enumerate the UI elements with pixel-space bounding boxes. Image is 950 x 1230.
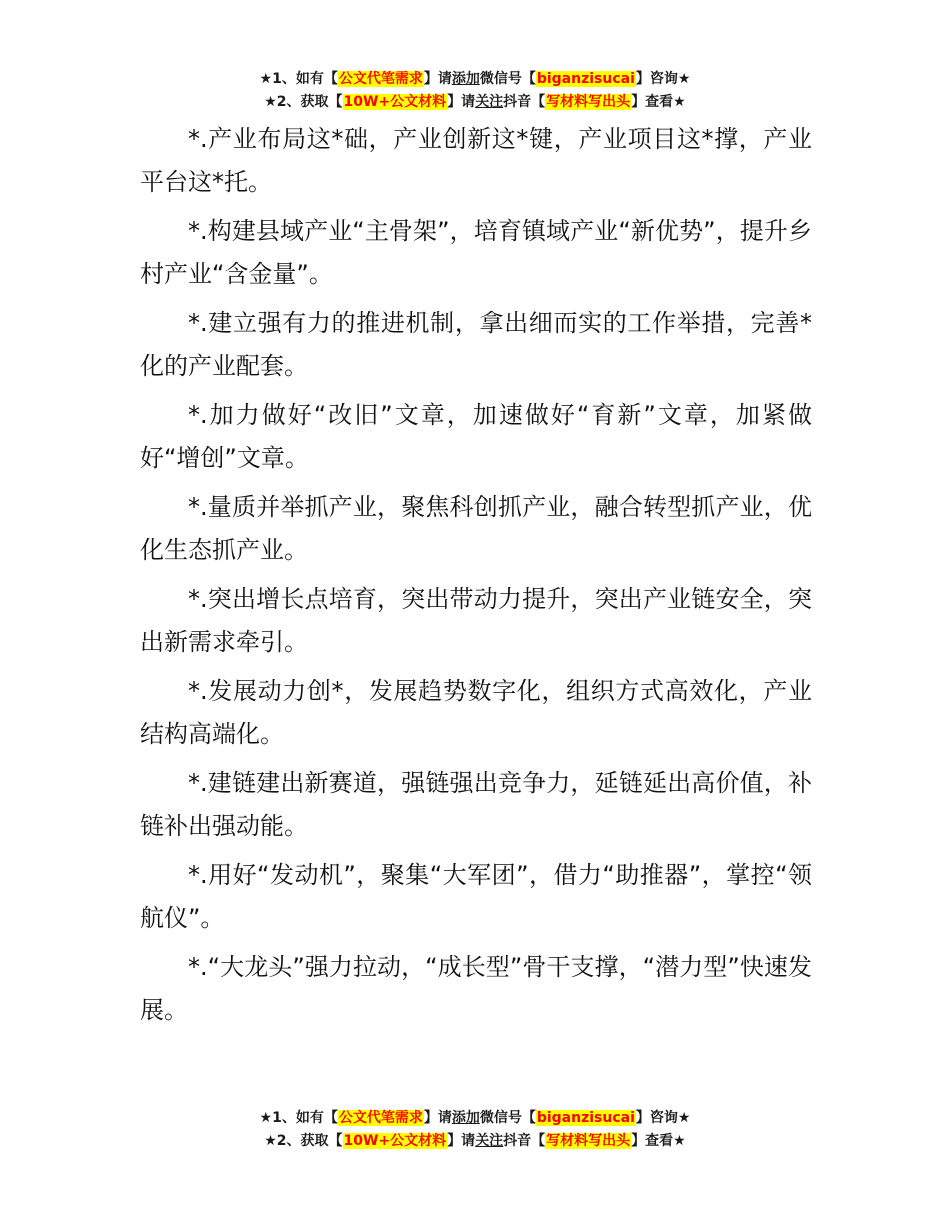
header-line-1-text-c: 微信号【 [479,71,536,87]
header-line-2-text-a: ★2、获取【 [264,94,343,110]
body-paragraph: *.建立强有力的推进机制，拿出细而实的工作举措，完善*化的产业配套。 [140,309,812,380]
header-underlined-follow: 关注 [475,94,504,110]
footer-highlight-service: 公文代笔需求 [338,1110,423,1126]
header-highlight-service: 公文代笔需求 [338,71,423,87]
footer-underlined-follow: 关注 [475,1133,504,1149]
header-highlight-materials: 10W+公文材料 [343,94,447,110]
footer-line-1-text-a: ★1、如有【 [259,1110,338,1126]
footer-line-2-text-a: ★2、获取【 [264,1133,343,1149]
footer-banner [0,1107,950,1153]
header-line-2 [0,91,950,114]
header-banner [0,68,950,114]
body-paragraph: *.量质并举抓产业，聚焦科创抓产业，融合转型抓产业，优化生态抓产业。 [140,493,812,564]
body-paragraph: *.“大龙头”强力拉动，“成长型”骨干支撑，“潜力型”快速发展。 [140,953,812,1024]
footer-highlight-wechat-id: biganzisucai [536,1110,635,1126]
header-underlined-add: 添加 [451,71,480,87]
footer-line-1-text-d: 】咨询★ [635,1110,691,1126]
header-line-2-text-b: 】请 [447,94,476,110]
footer-line-2-text-c: 抖音【 [503,1133,546,1149]
body-paragraph: *.产业布局这*础，产业创新这*键，产业项目这*撑，产业平台这*托。 [140,125,812,196]
header-highlight-wechat-id: biganzisucai [536,71,635,87]
footer-line-1 [0,1107,950,1130]
footer-line-2 [0,1130,950,1153]
body-paragraph: *.建链建出新赛道，强链强出竞争力，延链延出高价值，补链补出强动能。 [140,769,812,840]
header-line-1 [0,68,950,91]
footer-line-2-text-d: 】查看★ [631,1133,686,1149]
body-paragraph: *.用好“发动机”，聚集“大军团”，借力“助推器”，掌控“领航仪”。 [140,861,812,932]
body-paragraph: *.构建县域产业“主骨架”，培育镇域产业“新优势”，提升乡村产业“含金量”。 [140,217,812,288]
header-line-2-text-c: 抖音【 [503,94,546,110]
footer-highlight-materials: 10W+公文材料 [343,1133,447,1149]
footer-line-2-text-b: 】请 [447,1133,476,1149]
body-paragraph: *.加力做好“改旧”文章，加速做好“育新”文章，加紧做好“增创”文章。 [140,401,812,472]
header-line-1-text-a: ★1、如有【 [259,71,338,87]
body-paragraph: *.发展动力创*，发展趋势数字化，组织方式高效化，产业结构高端化。 [140,677,812,748]
footer-line-1-text-c: 微信号【 [479,1110,536,1126]
header-highlight-douyin-account: 写材料写出头 [546,94,631,110]
document-body [140,118,812,1038]
header-line-1-text-b: 】请 [423,71,452,87]
body-paragraph: *.突出增长点培育，突出带动力提升，突出产业链安全，突出新需求牵引。 [140,585,812,656]
header-line-1-text-d: 】咨询★ [635,71,691,87]
header-line-2-text-d: 】查看★ [631,94,686,110]
footer-underlined-add: 添加 [451,1110,480,1126]
footer-line-1-text-b: 】请 [423,1110,452,1126]
footer-highlight-douyin-account: 写材料写出头 [546,1133,631,1149]
